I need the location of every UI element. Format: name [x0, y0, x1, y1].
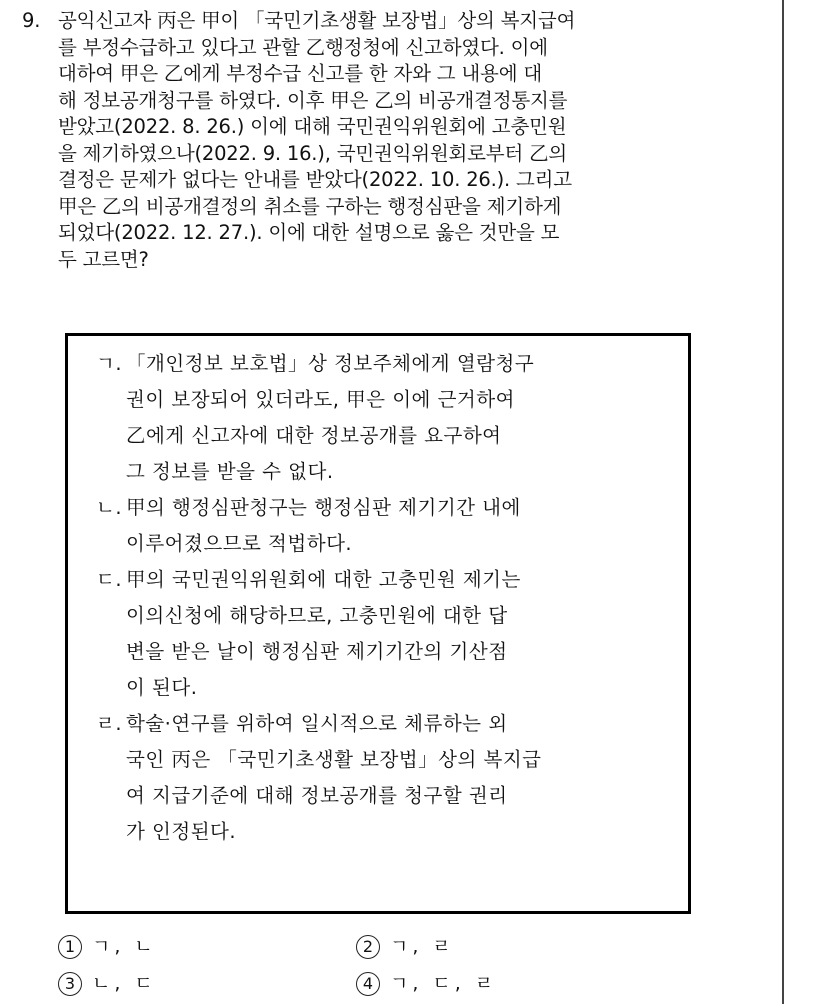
statement-line: 이 된다.: [126, 676, 198, 699]
statement-giyeok: ㄱ. 「개인정보 보호법」상 정보주체에게 열람청구: [96, 346, 676, 382]
statement-line: 가 인정된다.: [126, 820, 237, 843]
option-3[interactable]: [58, 967, 157, 999]
statement-digeut: ㄷ. 甲의 국민권익위원회에 대한 고충민원 제기는: [96, 562, 676, 598]
question-line: 되었다(2022. 12. 27.). 이에 대한 설명으로 옳은 것만을 모: [58, 221, 560, 244]
statement-marker: ㄷ.: [96, 568, 123, 591]
option-number-circle: 1: [58, 935, 82, 959]
statement-line: 변을 받은 날이 행정심판 제기기간의 기산점: [126, 640, 508, 663]
statement-line: 이의신청에 해당하므로, 고충민원에 대한 답: [126, 604, 508, 627]
statement-marker: ㄹ.: [96, 712, 123, 735]
question-line: 두 고르면?: [58, 247, 149, 271]
statement-line: 여 지급기준에 대해 정보공개를 청구할 권리: [126, 784, 508, 807]
option-value: ㄱ, ㄴ: [92, 935, 157, 958]
question-line: 받았고(2022. 8. 26.) 이에 대해 국민권익위원회에 고충민원: [58, 115, 567, 138]
question-number: 9.: [22, 9, 41, 32]
statement-line: 국인 丙은 「국민기초생활 보장법」상의 복지급: [126, 748, 542, 771]
option-number-circle: 2: [356, 935, 380, 959]
statement-marker: ㄱ.: [96, 352, 123, 375]
page-column-divider: [782, 0, 784, 1004]
question-line: 대하여 甲은 乙에게 부정수급 신고를 한 자와 그 내용에 대: [58, 62, 542, 85]
statement-marker: ㄴ.: [96, 496, 123, 519]
question-line: 을 제기하였으나(2022. 9. 16.), 국민권익위원회로부터 乙의: [58, 141, 568, 165]
option-1[interactable]: [58, 930, 157, 962]
question-line: 를 부정수급하고 있다고 관할 乙행정청에 신고하였다. 이에: [58, 35, 548, 59]
option-2[interactable]: [356, 930, 455, 962]
question-line: 결정은 문제가 없다는 안내를 받았다(2022. 10. 26.). 그리고: [58, 168, 572, 191]
option-number-circle: 3: [58, 972, 82, 996]
option-value: ㄱ, ㄷ, ㄹ: [390, 972, 498, 995]
question-line: 甲은 乙의 비공개결정의 취소를 구하는 행정심판을 제기하게: [58, 194, 562, 218]
statement-nieun: ㄴ. 甲의 행정심판청구는 행정심판 제기기간 내에: [96, 490, 676, 526]
question-line: 해 정보공개청구를 하였다. 이후 甲은 乙의 비공개결정통지를: [58, 88, 568, 112]
option-value: ㄱ, ㄹ: [390, 935, 455, 958]
statement-line: 乙에게 신고자에 대한 정보공개를 요구하여: [126, 424, 502, 447]
question-stem: [22, 8, 767, 273]
statement-line: 그 정보를 받을 수 없다.: [126, 460, 334, 483]
option-value: ㄴ, ㄷ: [92, 972, 157, 995]
option-number-circle: 4: [356, 972, 380, 996]
statement-line: 이루어졌으므로 적법하다.: [126, 532, 353, 555]
question-line: 9. 공익신고자 丙은 甲이 「국민기초생활 보장법」상의 복지급여: [22, 8, 767, 35]
statements-box: [65, 333, 691, 914]
statement-line: 권이 보장되어 있더라도, 甲은 이에 근거하여: [126, 388, 515, 411]
statement-rieul: ㄹ. 학술·연구를 위하여 일시적으로 체류하는 외: [96, 706, 676, 742]
statements-list: [96, 346, 676, 850]
option-4[interactable]: [356, 967, 497, 999]
